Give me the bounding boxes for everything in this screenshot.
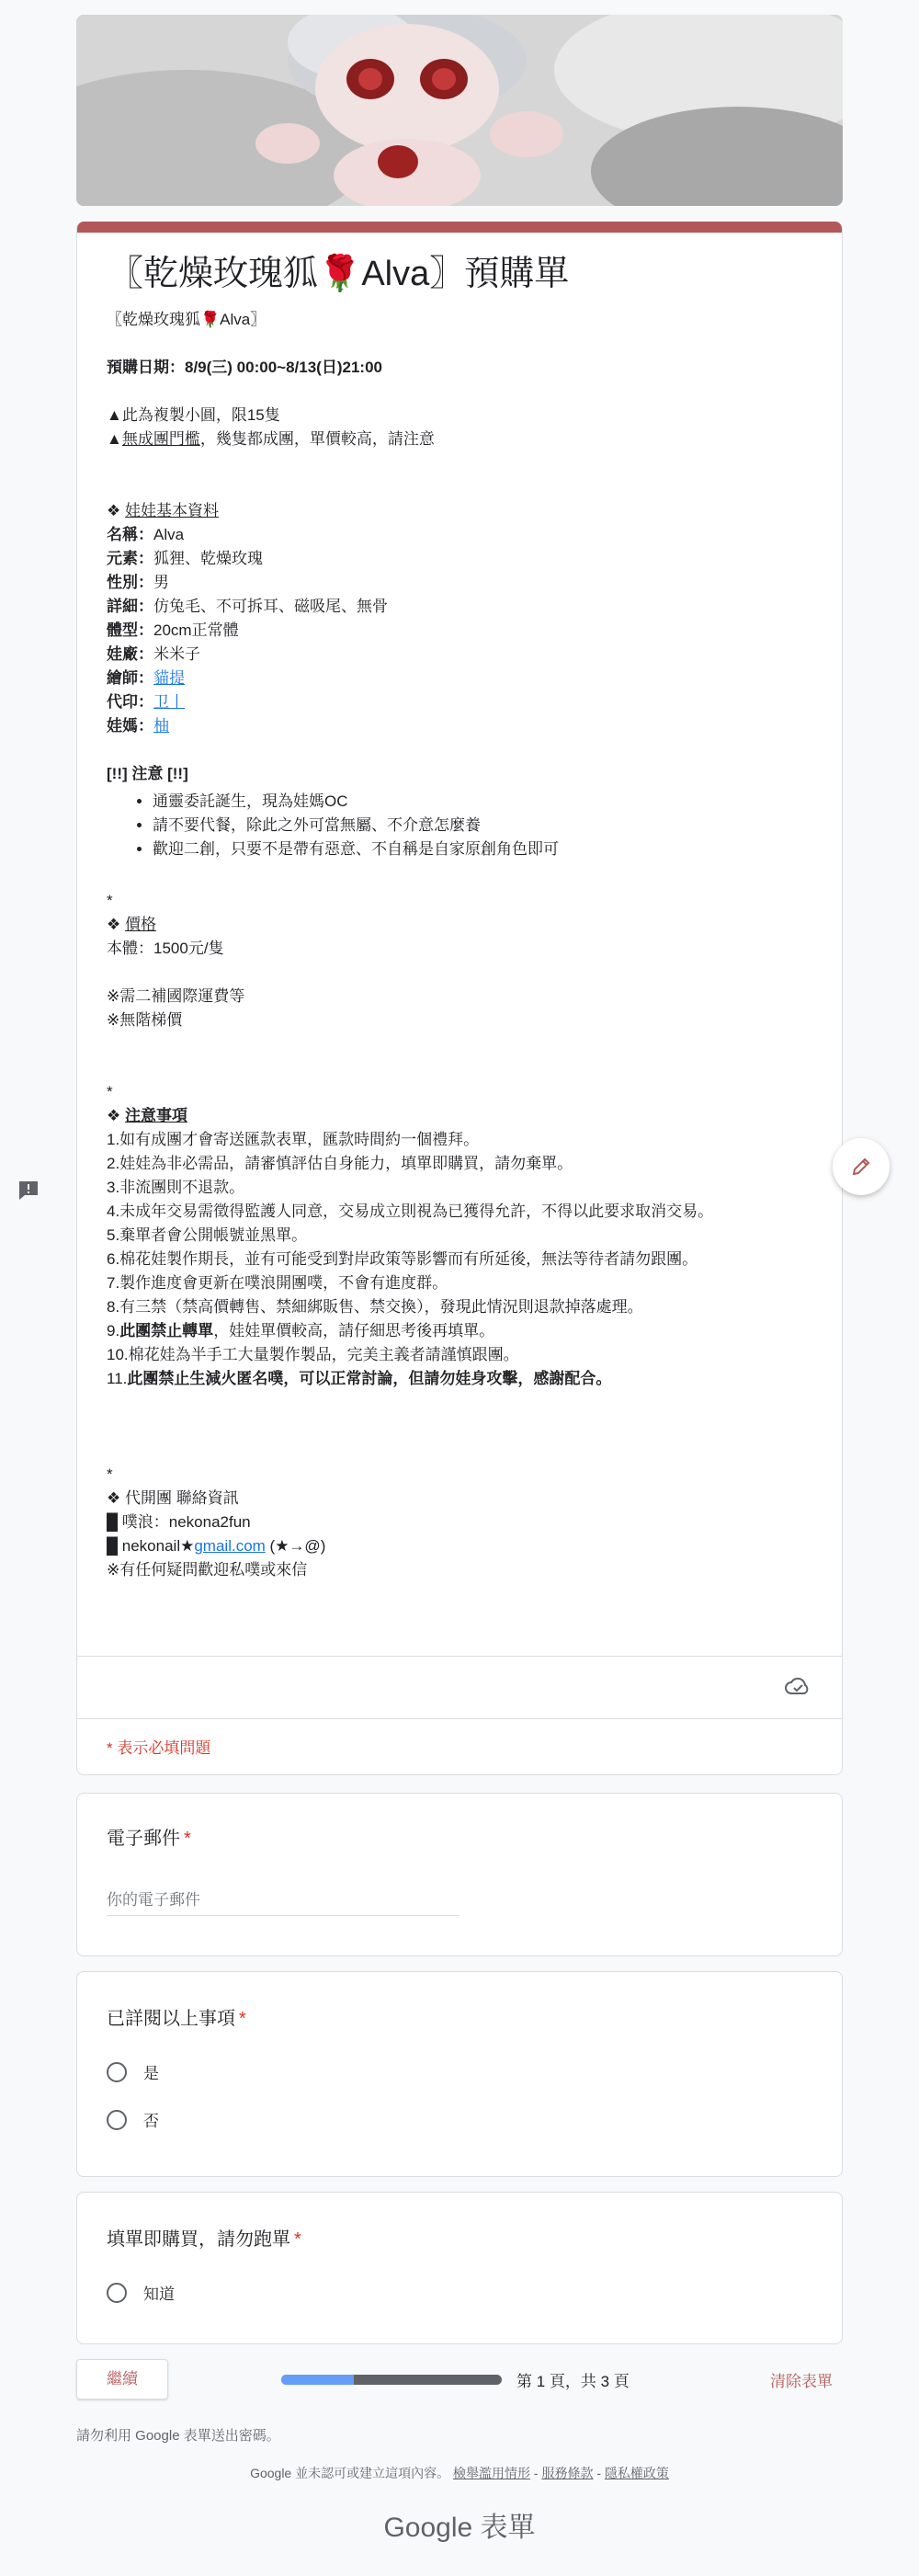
edit-button[interactable] [833,1138,890,1195]
form-title: 〖乾燥玫瑰狐🌹Alva〗預購單 [108,255,570,293]
progress-bar [281,2375,502,2385]
pencil-icon [849,1155,873,1179]
email-link[interactable]: gmail.com [194,1537,266,1555]
email-input[interactable] [107,1886,460,1916]
report-feedback-icon[interactable] [17,1179,40,1203]
radio-circle[interactable] [107,2110,127,2130]
cloud-saved-icon [785,1676,811,1696]
question-title: 填單即購買，請勿跑單 * [107,2229,301,2250]
header-image [76,15,843,206]
agent-link[interactable]: 卫丨 [153,693,185,711]
question-read-card [76,1971,843,2177]
question-commit-card [76,2192,843,2344]
google-forms-logo[interactable]: Google 表單 [383,2513,536,2543]
password-warning: 請勿利用 Google 表單送出密碼。 [76,2428,280,2444]
accent-bar [77,222,842,233]
caution-list: • 通靈委託誕生，現為娃媽OC • 請不要代餐，除此之外可當無屬、不介意怎麼養 • 歡迎二創，只要不是帶有惡意、不自稱是自家原創角色即可 [107,790,812,861]
progress-fill [281,2375,354,2385]
radio-option-no[interactable]: 否 [107,2108,159,2131]
next-button[interactable]: 繼續 [76,2359,168,2399]
painter-link[interactable]: 貓提 [153,669,185,687]
form-header-card [76,222,843,1775]
radio-option-yes[interactable]: 是 [107,2060,159,2083]
question-email-card [76,1793,843,1956]
form-description: 〖乾燥玫瑰狐🌹Alva〗 預購日期：8/9(三) 00:00~8/13(日)21:00 ▲此為複製小圓，限15隻 ▲無成團門檻，幾隻都成團，單價較高，請注意 ❖ 娃娃基本資料 名稱：Alva 元素：狐狸、乾燥玫瑰 性別：男 詳細：仿兔毛、不可拆耳、磁吸尾、無骨 體型：20cm正常體 娃廠：米米子 繪師：貓提 代印：卫丨 娃媽：柚 [!!] 注意 [!!] • 通靈委託誕生，現為娃媽OC • 請不要代餐，除此之外可當無屬、不介意怎麼養 • 歡迎二創，只要不是帶有惡意、不自稱是自家原創角色即可 * ❖ 價格 本體：1500元/隻 ※需二補國際運費等 ※無階梯價 * ❖ 注意事項 1.如有成團才會寄送匯款表單，匯款時間約一個禮拜。 2.娃娃為非必需品，請審慎評估自身能力，填單即購買，請勿棄單。 3.非流團則不退款。 4.未成年交易需徵得監護人同意，交易成立則視為已獲得允許，不得以此要求取消交易。 5.棄單者會公開帳號並黑單。 6.棉花娃製作期長，並有可能受到對岸政策等影響而有所延後，無法等待者請勿跟團。 7.製作進度會更新在噗浪開團噗，不會有進度群。 8.有三禁（禁高價轉售、禁細綁販售、禁交換），發現此情況則退款掉落處理。 9.此團禁止轉單，娃娃單價較高，請仔細思考後再填單。 10.棉花娃為半手工大量製作製品，完美主義者請謹慎跟團。 11.此團禁止生減火匿名噗，可以正常討論，但請勿娃身攻擊，感謝配合。 * ❖ 代開團 聯絡資訊 █ 噗浪：nekona2fun █ nekonail★gmail.com (★→@) ※有任何疑問歡迎私噗或來信 [107,308,812,1582]
clear-form-button[interactable]: 清除表單 [770,2373,833,2390]
question-title: 已詳閱以上事項 * [107,2009,246,2029]
plush-doll-image [76,15,843,206]
footer-links: Google 並未認可或建立這項內容。 檢舉濫用情形 - 服務條款 - 隱私權政策 [250,2466,669,2480]
divider [77,1656,842,1657]
terms-link[interactable]: 服務條款 [541,2466,594,2480]
required-note: * 表示必填問題 [107,1739,211,1757]
radio-option-know[interactable]: 知道 [107,2281,175,2304]
question-title: 電子郵件 * [107,1829,191,1849]
privacy-link[interactable]: 隱私權政策 [604,2466,669,2480]
divider [77,1718,842,1719]
owner-link[interactable]: 柚 [153,717,169,735]
radio-circle[interactable] [107,2062,127,2082]
radio-circle[interactable] [107,2283,127,2303]
report-abuse-link[interactable]: 檢舉濫用情形 [453,2466,531,2480]
page-indicator: 第 1 頁，共 3 頁 [516,2373,630,2390]
